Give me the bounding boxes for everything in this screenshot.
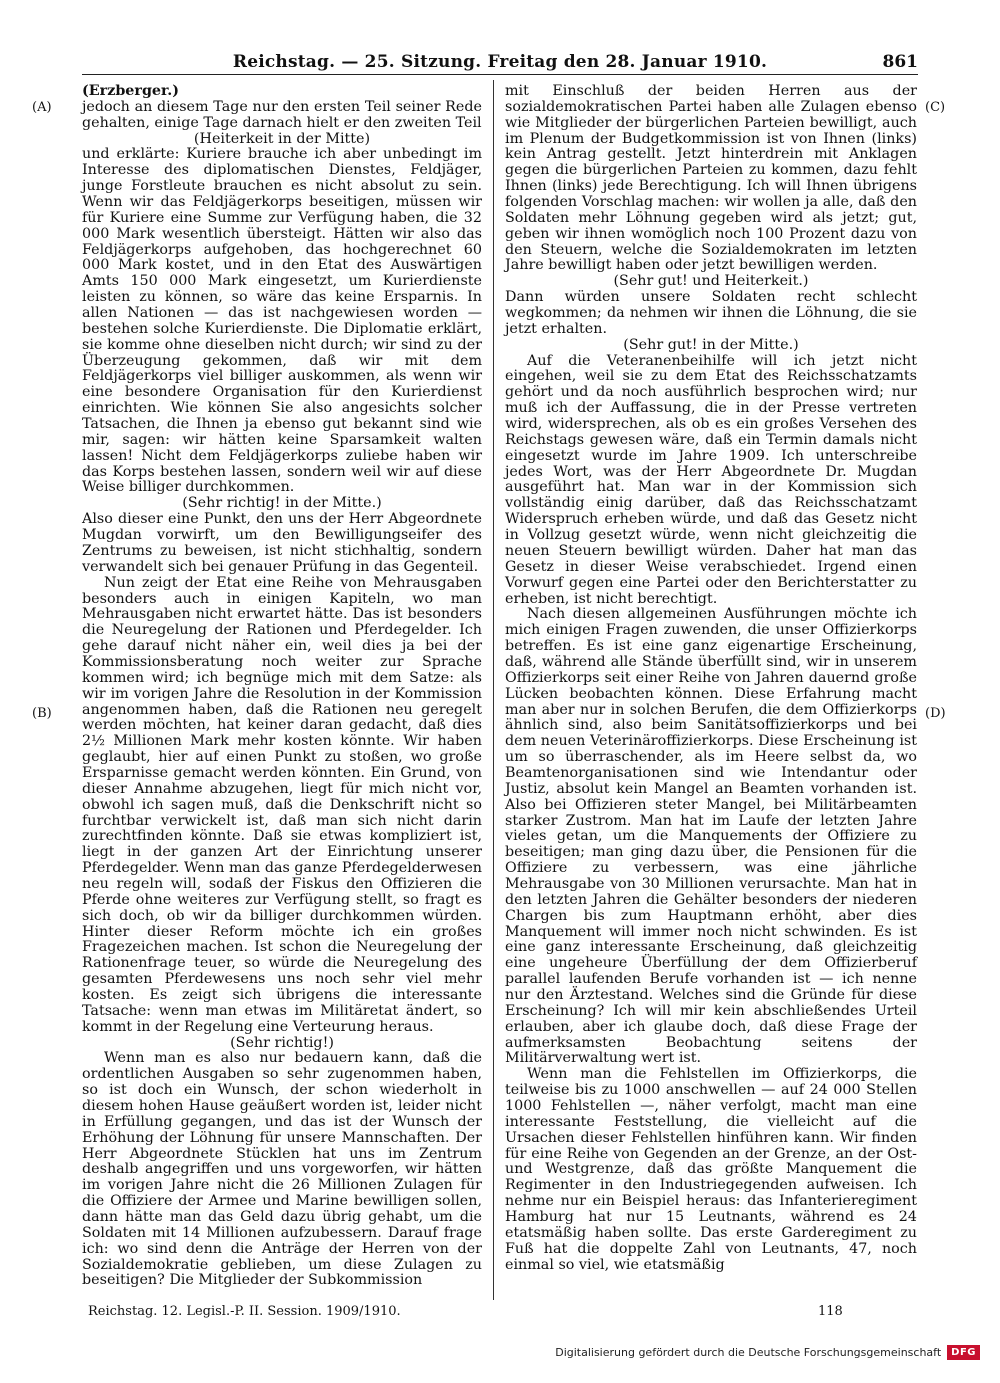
page-header [82, 52, 918, 75]
paragraph: Wenn man die Fehlstellen im Offizierkorps, die teilweise bis zu 1000 anschwellen — auf 24 000 Stellen 1000 Fehlstellen —, näher verfolgt, macht man eine interessante Feststellung, die vielleicht auf die Ursachen dieser Fehlstellen hinführen kann. Wir finden für eine Reihe von Gegenden an der Grenze, an der Ost- und Westgrenze, daß das größte Manquement die Regimenter in den Industriegegenden aufweisen. Ich nehme nur ein Beispiel heraus: das Infanterieregiment Hamburg hat nur 15 Leutnants, während es 24 etatsmäßig haben sollte. Das erste Garderegiment zu Fuß hat die doppelte Zahl von Leutnants, 47, noch einmal so viel, wie etatsmäßig [505, 1066, 917, 1273]
footer-sheet-number: 118 [818, 1304, 843, 1319]
paragraph: Auf die Veteranenbeihilfe will ich jetzt nicht eingehen, weil sie zu dem Etat des Reichsschatzamts gehört und da noch ausführlich besprochen wird; nur muß ich der Auffassung, die in der Presse vertreten wird, widersprechen, als ob es ein großes Versehen des Reichstags gewesen wäre, daß ein Termin damals nicht eingesetzt wurde im Jahre 1909. Ich unterschreibe jedes Wort, was der Herr Abgeordnete Dr. Mugdan ausgeführt hat. Man war in der Kommission sich vollständig einig darüber, daß das Reichsschatzamt Widerspruch erheben würde, und daß das Gesetz nicht in Vollzug gesetzt würde, wenn nicht gleichzeitig die neuen Steuern bewilligt würden. Daher hat man das Gesetz in dieser Weise verabschiedet. Irgend einen Vorwurf gegen eine Partei oder den Berichterstatter zu erheben, ist nicht berechtigt. [505, 352, 917, 607]
digitization-credit [555, 1342, 980, 1362]
margin-marker-d: (D) [925, 706, 946, 721]
interjection: (Heiterkeit in der Mitte) [193, 130, 371, 147]
margin-marker-b: (B) [32, 706, 52, 721]
paragraph: jedoch an diesem Tage nur den ersten Teil seiner Rede gehalten, einige Tage darnach hielt er den zweiten Teil [82, 98, 482, 131]
interjection: (Sehr richtig!) [230, 1034, 334, 1051]
interjection: (Sehr richtig! in der Mitte.) [182, 495, 382, 512]
interjection: (Sehr gut! in der Mitte.) [623, 336, 799, 353]
speaker-name: (Erzberger.) [82, 83, 179, 99]
paragraph: Wenn man es also nur bedauern kann, daß die ordentlichen Ausgaben so sehr zugenommen haben, so ist doch ein Wunsch, der schon wiederholt in diesem hohen Hause geäußert worden ist, leider nicht in Erfüllung gegangen, und das ist der Wunsch der Erhöhung der Löhnung für unsere Mannschaften. Der Herr Abgeordnete Stücklen hat uns im Zentrum deshalb angegriffen und uns vorgeworfen, wir hätten im vorigen Jahre nicht die 26 Millionen Zulagen für die Offiziere der Armee und Marine bewilligen sollen, dann hätte man das Geld dazu übrig gehabt, um die Soldaten mit 14 Millionen aufzubessern. Darauf frage ich: wo sind denn die Anträge der Herren von der Sozialdemokratie geblieben, um diese Zulagen zu beseitigen? Die Mitglieder der Subkommission [82, 1050, 482, 1289]
header-title: Reichstag. — 25. Sitzung. Freitag den 28. Januar 1910. [232, 52, 768, 72]
paragraph: Dann würden unsere Soldaten recht schlecht wegkommen; da nehmen wir ihnen die Löhnung, die sie jetzt erhalten. [505, 289, 917, 337]
left-column [82, 84, 482, 1289]
interjection: (Sehr gut! und Heiterkeit.) [613, 273, 809, 290]
margin-marker-a: (A) [32, 100, 52, 115]
page-number: 861 [882, 52, 918, 72]
column-divider [493, 80, 494, 1300]
credit-text: Digitalisierung gefördert durch die Deutsche Forschungsgemeinschaft [555, 1345, 942, 1359]
dfg-logo: DFG [947, 1345, 980, 1360]
paragraph: Nun zeigt der Etat eine Reihe von Mehrausgaben besonders auch in einigen Kapiteln, wo man Mehrausgaben nicht erwartet hätte. Das ist besonders die Neuregelung der Rationen und Pferdegelder. Ich gehe darauf nicht näher ein, weil dies ja bei der Kommissionsberatung noch weiter zur Sprache kommen wird; ich begnüge mich mit dem Satze: als wir im vorigen Jahre die Resolution in der Kommission angenommen haben, daß die Rationen neu geregelt werden möchten, hat keiner daran gedacht, daß dies 2½ Millionen Mark mehr kosten könnte. Wir haben geglaubt, hier auf einen Punkt zu stoßen, wo große Ersparnisse gemacht werden könnten. Ein Grund, von dieser Annahme abzugehen, liegt für mich nicht vor, obwohl ich sagen muß, daß die Denkschrift nicht so furchtbar verwickelt ist, daß man sich nicht darin zurechtfinden könnte. Daß sie etwas kompliziert ist, liegt in der ganzen Art der Einrichtung unserer Pferdegelder. Wenn man das ganze Pferdegelderwesen neu regeln will, sodaß der Fiskus den Offizieren die Pferde ohne weiteres zur Verfügung stellt, so fragt es sich doch, ob wir da billiger durchkommen würden. Hinter dieser Reform möchte ich ein großes Fragezeichen machen. Ist schon die Neuregelung der Rationenfrage teuer, so würde die Neuregelung des gesamten Pferdewesens uns noch sehr viel mehr kosten. Es zeigt sich übrigens die interessante Tatsache: wenn man etwas im Militäretat ändert, so kommt in der Regelung eine Verteurung heraus. [82, 574, 482, 1035]
footer-session: Reichstag. 12. Legisl.-P. II. Session. 1909/1910. [88, 1304, 401, 1319]
paragraph: mit Einschluß der beiden Herren aus der sozialdemokratischen Partei haben alle Zulagen ebenso wie Mitglieder der bürgerlichen Parteien bewilligt, auch im Plenum der Budgetkommission ist von Ihnen (links) kein Antrag gestellt. Jetzt hinterdrein mit Anklagen gegen die bürgerlichen Parteien zu kommen, dazu fehlt Ihnen (links) jede Berechtigung. Ich will Ihnen übrigens folgenden Vorschlag machen: wir wollen ja alle, daß den Soldaten mehr Löhnung gegeben wird als jetzt; gut, geben wir ihnen womöglich noch 100 Prozent dazu von den Steuern, welche die Sozialdemokraten im letzten Jahre bewilligt haben oder jetzt bewilligen werden. [505, 83, 917, 274]
paragraph: Nach diesen allgemeinen Ausführungen möchte ich mich einigen Fragen zuwenden, die unser Offizierkorps betreffen. Es ist eine ganz eigenartige Erscheinung, daß, während alle Stände überfüllt sind, wir in unserem Offizierkorps seit einer Reihe von Jahren dauernd große Lücken beobachten können. Diese Erfahrung macht man aber nur in solchen Berufen, die dem Offizierkorps ähnlich sind, also beim Sanitätsoffizierkorps und bei dem neuen Veterinäroffizierkorps. Diese Erscheinung ist um so überraschender, als im Heere selbst da, wo Beamtenorganisationen sind wie Intendantur oder Justiz, absolut kein Mangel an Beamten vorhanden ist. Also bei Offizieren steter Mangel, bei Militärbeamten starker Zustrom. Man hat im Laufe der letzten Jahre vieles getan, um die Manquements der Offiziere zu beseitigen; man ging dazu über, die Pensionen für die Offiziere zu verbessern, was eine jährliche Mehrausgabe von 30 Millionen verursachte. Man hat in den letzten Jahren die Gehälter besonders der niederen Chargen bis zum Hauptmann erhöht, aber dies Manquement will immer noch nicht schwinden. Es ist eine ganz interessante Erscheinung, daß gleichzeitig eine ungeheure Überfüllung der dem Offizierberuf parallel laufenden Berufe vorhanden ist — ich nenne nur den Ärztestand. Welches sind die Gründe für diese Erscheinung? Ich will mir kein abschließendes Urteil erlauben, aber ich glaube doch, daß diese Frage der aufmerksamsten Beobachtung seitens der Militärverwaltung wert ist. [505, 606, 917, 1067]
paragraph: Also dieser eine Punkt, den uns der Herr Abgeordnete Mugdan vorwirft, um den Bewilligungseifer des Zentrums zu beweisen, ist nicht stichhaltig, sondern verwandelt sich bei genauer Prüfung in das Gegenteil. [82, 511, 482, 575]
paragraph: und erklärte: Kuriere brauche ich aber unbedingt im Interesse des diplomatischen Dienstes, Feldjäger, junge Forstleute brauchen es nicht absolut zu sein. Wenn wir das Feldjägerkorps beseitigen, müssen wir für Kuriere eine Summe zur Verfügung haben, die 32 000 Mark wesentlich übersteigt. Hätten wir also das Feldjägerkorps aufgehoben, das hochgerechnet 60 000 Mark kostet, und in den Etat des Auswärtigen Amts 150 000 Mark eingesetzt, um Kurierdienste leisten zu können, so wäre das keine Ersparnis. In allen Nationen — das ist nachgewiesen worden — bestehen solche Kurierdienste. Die Diplomatie erklärt, sie komme ohne dieselben nicht durch; wir sind zu der Überzeugung gekommen, daß wir mit dem Feldjägerkorps viel billiger auskommen, als wenn wir eine besondere Organisation für den Kurierdienst einrichten. Wie können Sie also angesichts solcher Tatsachen, die Ihnen ja ebenso gut bekannt sind wie mir, sagen: wir hätten keine Sparsamkeit walten lassen! Nicht dem Feldjägerkorps zuliebe haben wir das Korps bestehen lassen, sondern weil wir auf diese Weise billiger durchkommen. [82, 146, 482, 496]
right-column [505, 84, 917, 1273]
margin-marker-c: (C) [925, 100, 946, 115]
